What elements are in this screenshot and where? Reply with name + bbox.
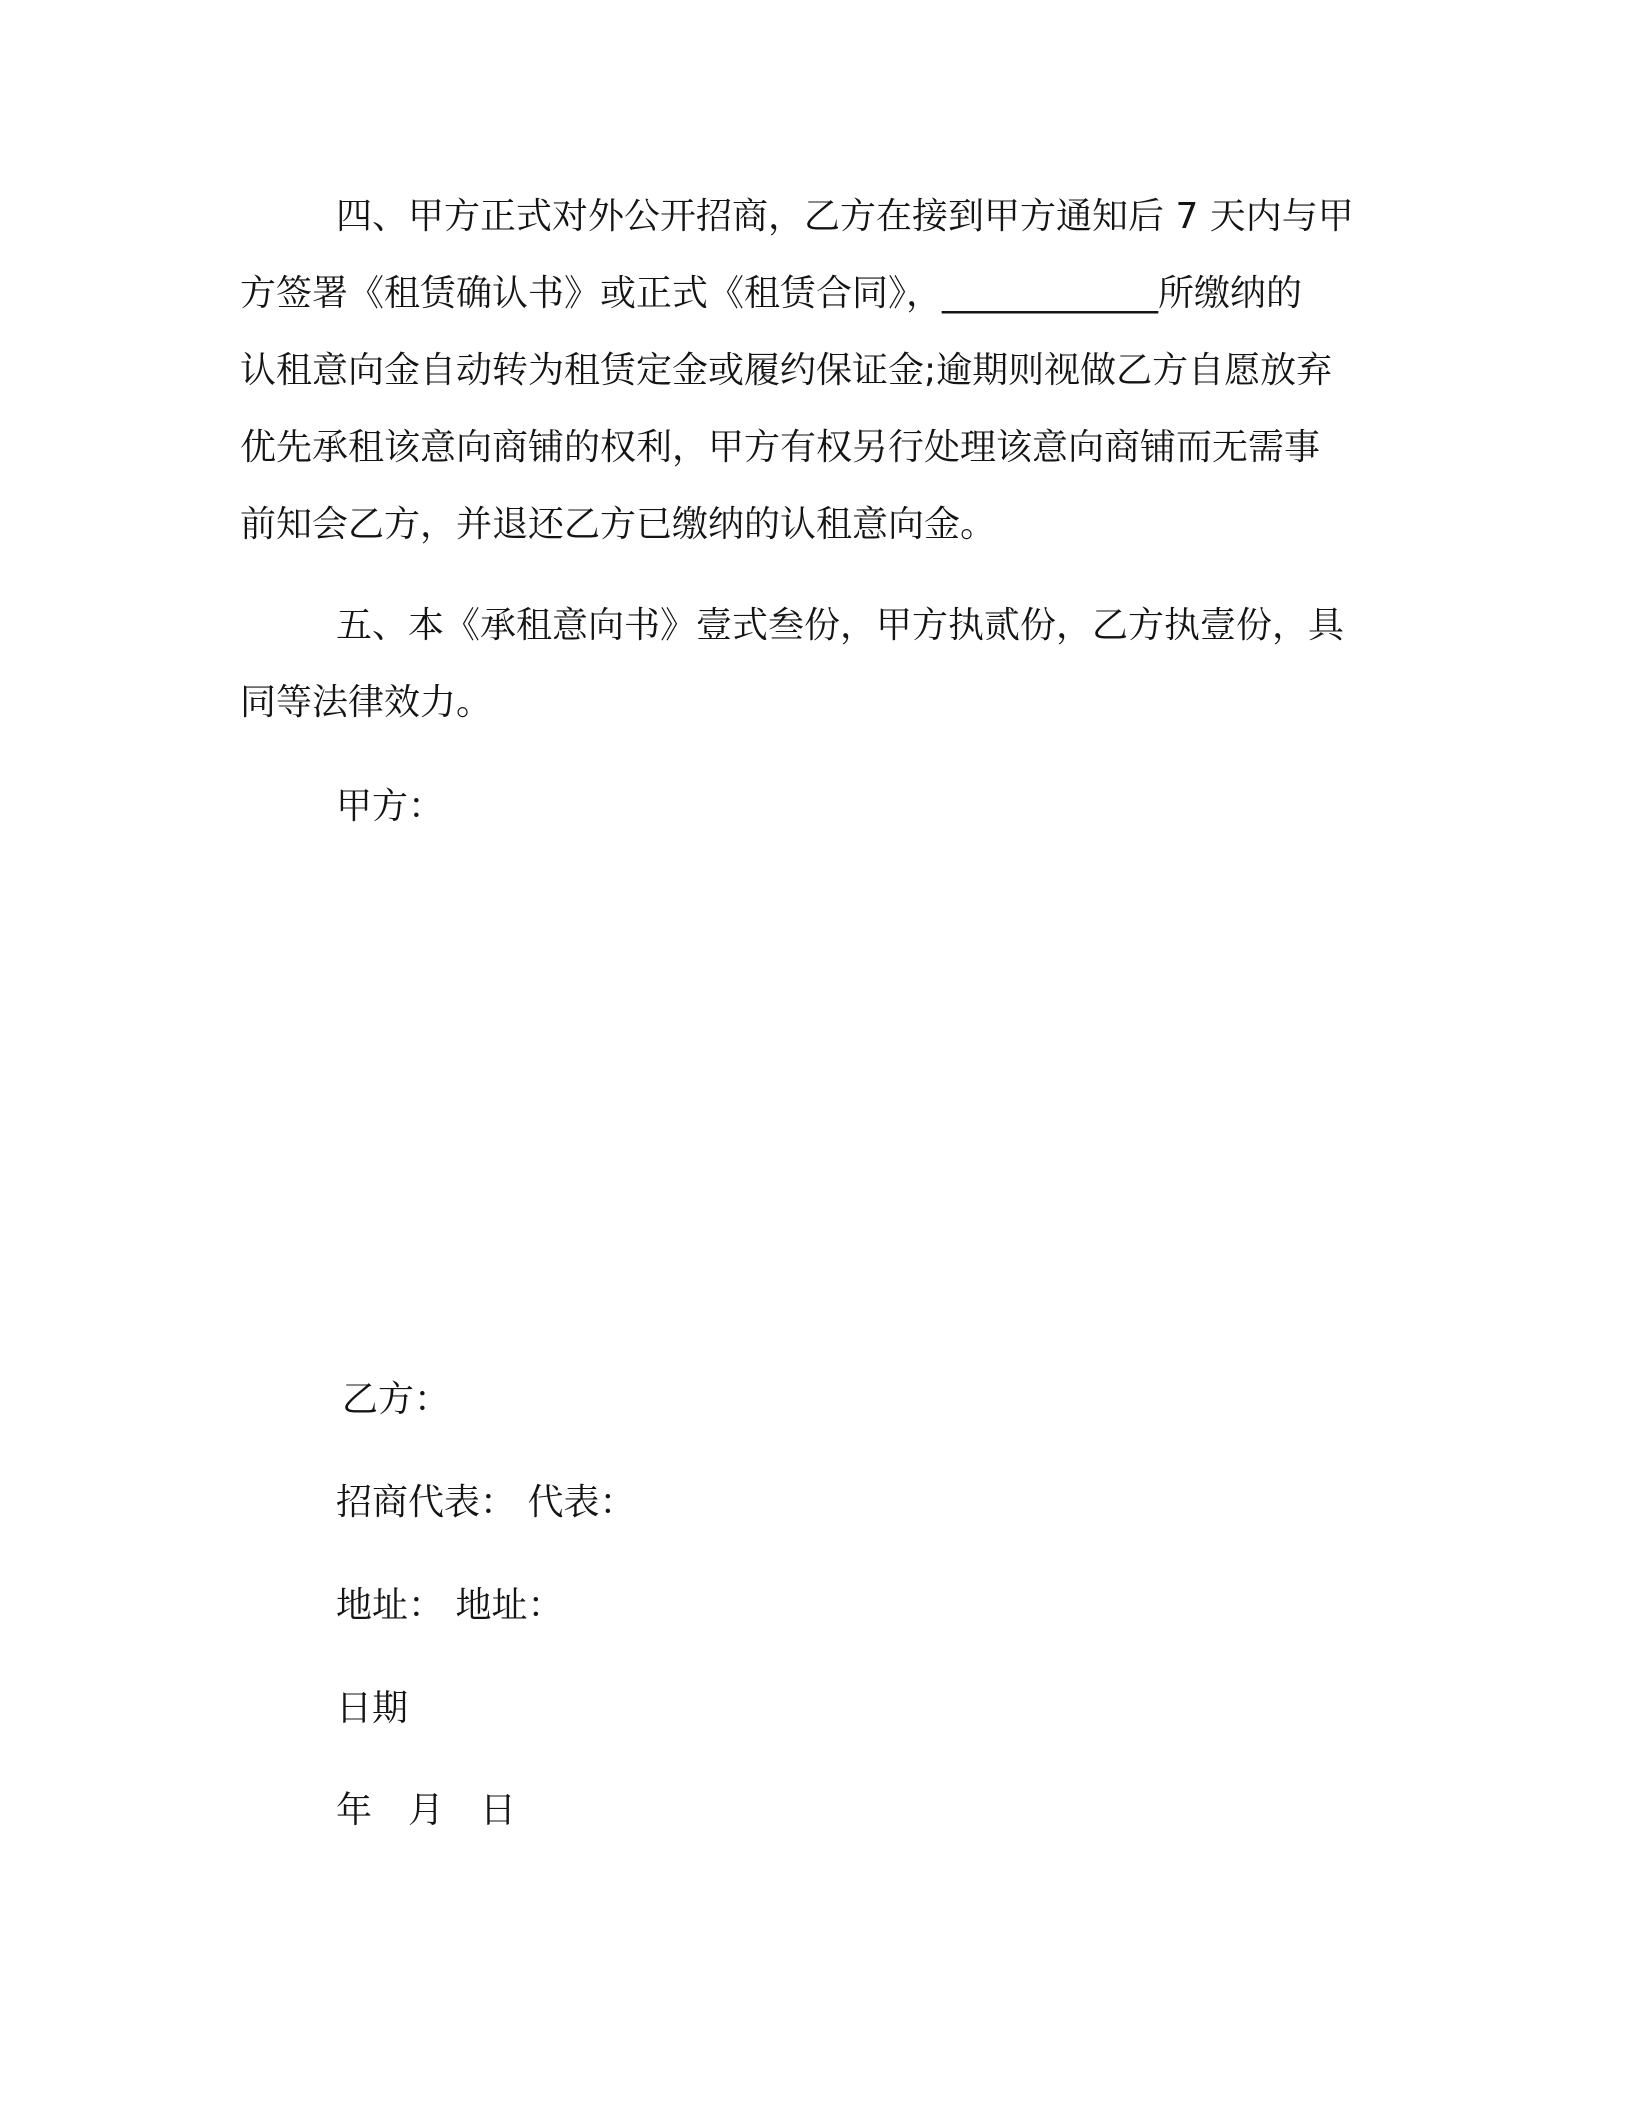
clause-five-line-2: 同等法律效力。	[240, 682, 493, 723]
date-month: 月	[408, 1790, 445, 1831]
clause-four-line-5: 前知会乙方，并退还乙方已缴纳的认租意向金。	[240, 504, 997, 545]
date-label: 日期	[336, 1688, 409, 1729]
party-a-label: 甲方：	[336, 786, 445, 827]
clause-four	[240, 178, 1380, 563]
date-year: 年	[336, 1790, 373, 1831]
clause-four-line-4: 优先承租该意向商铺的权利，甲方有权另行处理该意向商铺而无需事	[240, 427, 1321, 468]
clause-four-line-2: 方签署《租赁确认书》或正式《租赁合同》，____________所缴纳的	[240, 273, 1303, 314]
date-day: 日	[480, 1790, 517, 1831]
clause-four-line-3: 认租意向金自动转为租赁定金或履约保证金;逾期则视做乙方自愿放弃	[240, 350, 1333, 391]
clause-four-line-1: 四、甲方正式对外公开招商，乙方在接到甲方通知后 7 天内与甲	[336, 196, 1354, 237]
party-b-label: 乙方：	[342, 1379, 451, 1420]
representative-label: 招商代表： 代表：	[336, 1482, 636, 1523]
clause-five-line-1: 五、本《承租意向书》壹式叁份，甲方执贰份，乙方执壹份，具	[336, 605, 1345, 646]
clause-five	[240, 587, 1380, 741]
address-label: 地址： 地址：	[336, 1585, 564, 1626]
date-fields	[336, 1786, 516, 1836]
